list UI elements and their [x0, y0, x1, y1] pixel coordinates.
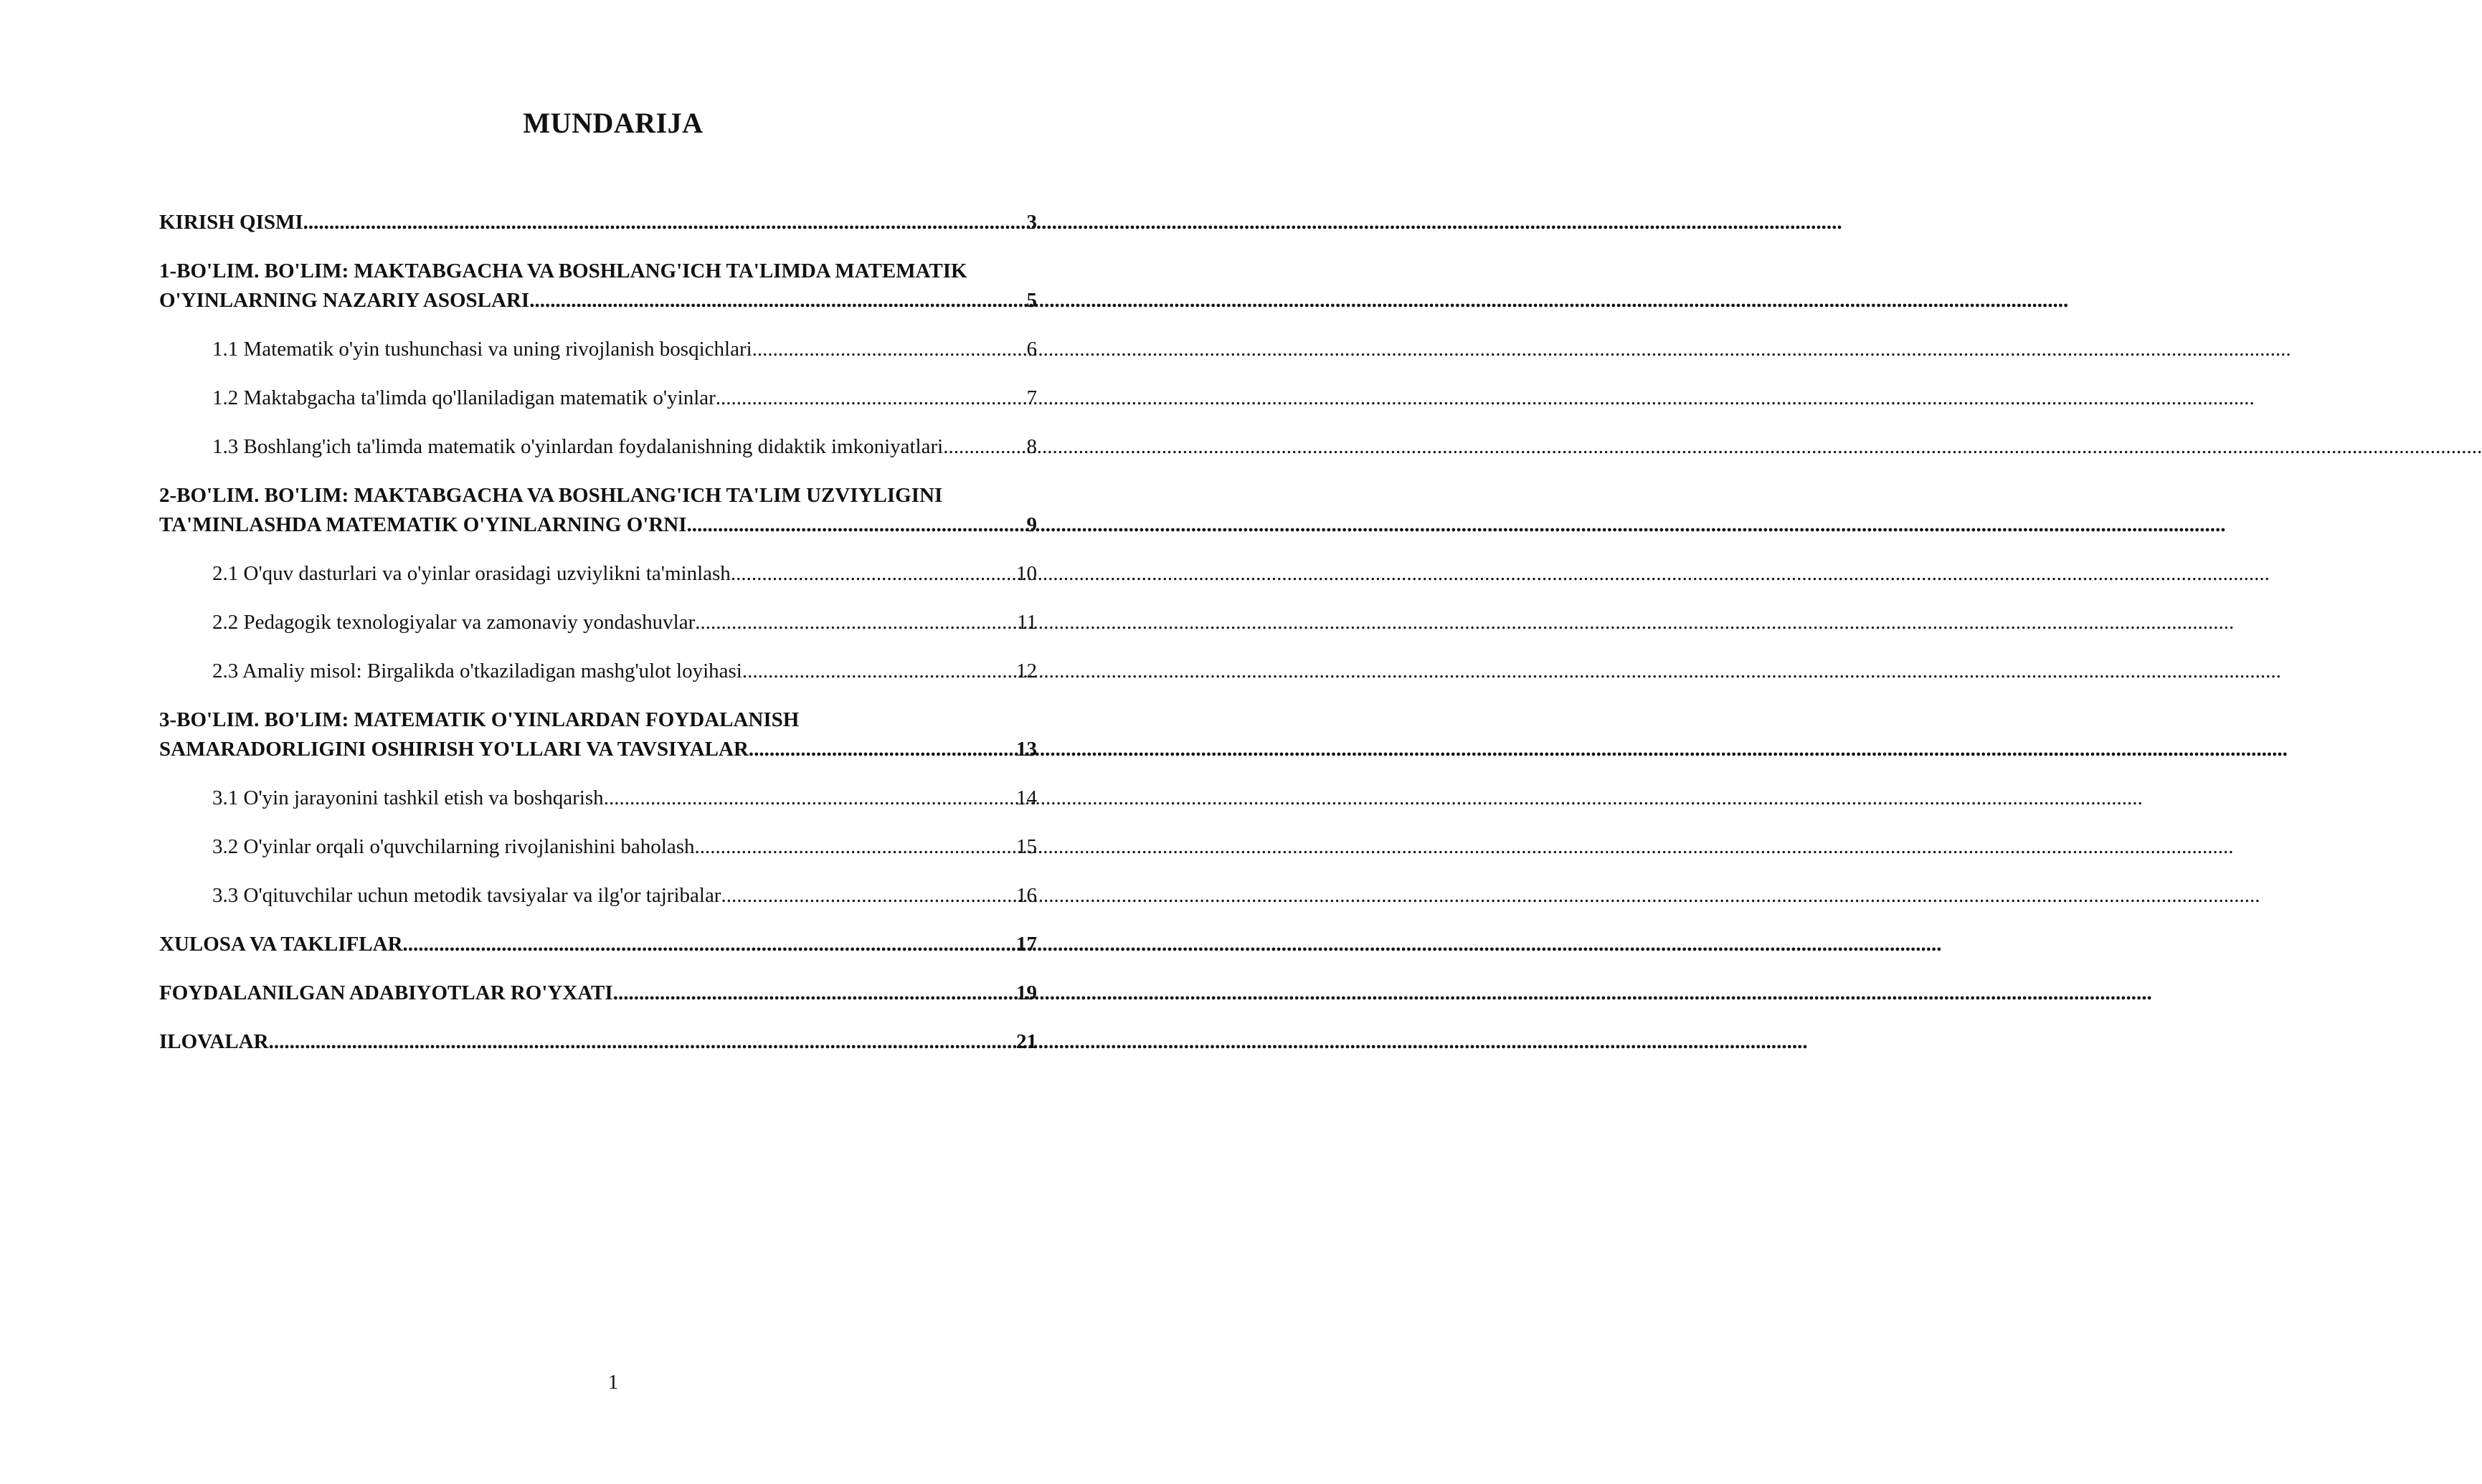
- toc-entry-text: 3.3 O'qituvchilar uchun metodik tavsiyalar va ilg'or tajribalar: [212, 884, 721, 907]
- toc-page-number: 7: [1026, 386, 1037, 409]
- toc-entry-1-1: [159, 335, 1037, 364]
- toc-entry-text-line: 2-BO'LIM. BO'LIM: MAKTABGACHA VA BOSHLANG'ICH TA'LIM UZVIYLIGINI: [159, 484, 943, 507]
- toc-entry-3-3: [159, 881, 1037, 910]
- dot-leader: [604, 784, 1016, 813]
- toc-page-number: 9: [1026, 513, 1037, 536]
- page-number: 1: [607, 1371, 619, 1394]
- toc-entry-text: 2.1 O'quv dasturlari va o'yinlar orasidagi uzviylikni ta'minlash: [212, 562, 731, 585]
- toc-page-number: 5: [1026, 289, 1037, 312]
- toc-entry-text: KIRISH QISMI: [159, 211, 303, 234]
- toc-entry-1-3: [159, 432, 1037, 462]
- dot-leader: [716, 384, 1027, 413]
- dot-leader: [695, 608, 1017, 637]
- toc-page-number: 16: [1016, 884, 1037, 907]
- document-page: [0, 0, 1147, 1484]
- dot-leader: [731, 559, 1016, 589]
- toc-entry-chapter-1: [159, 257, 1037, 315]
- toc-entry-3-2: [159, 832, 1037, 862]
- toc-entry-text: FOYDALANILGAN ADABIYOTLAR RO'YXATI: [159, 981, 613, 1004]
- dot-leader: [943, 432, 1026, 462]
- dot-leader: [749, 735, 1016, 764]
- toc-entry-kirish: [159, 208, 1037, 237]
- toc-entry-ilovalar: [159, 1027, 1037, 1057]
- dot-leader: [303, 208, 1027, 237]
- dot-leader: [269, 1027, 1016, 1057]
- dot-leader: [403, 930, 1016, 959]
- dot-leader: [695, 832, 1017, 862]
- toc-entry-chapter-2: [159, 481, 1037, 540]
- toc-page-number: 14: [1016, 786, 1037, 809]
- toc-page-number: 15: [1016, 835, 1037, 858]
- toc-entry-text: 3.1 O'yin jarayonini tashkil etish va boshqarish: [212, 786, 604, 809]
- table-of-contents: [159, 208, 1037, 1076]
- dot-leader: [742, 657, 1016, 686]
- toc-entry-text: 2.3 Amaliy misol: Birgalikda o'tkaziladigan mashg'ulot loyihasi: [212, 660, 742, 682]
- toc-entry-2-3: [159, 657, 1037, 686]
- toc-entry-text: 2.2 Pedagogik texnologiyalar va zamonaviy yondashuvlar: [212, 611, 696, 634]
- toc-page-number: 10: [1016, 562, 1037, 585]
- toc-entry-text: ILOVALAR: [159, 1030, 269, 1053]
- dot-leader: [687, 510, 1027, 540]
- toc-entry-chapter-3: [159, 705, 1037, 764]
- toc-page-number: 13: [1016, 738, 1037, 761]
- toc-entry-text: TA'MINLASHDA MATEMATIK O'YINLARNING O'RNI: [159, 513, 687, 536]
- dot-leader: [721, 881, 1016, 910]
- toc-entry-text-line: 3-BO'LIM. BO'LIM: MATEMATIK O'YINLARDAN FOYDALANISH: [159, 708, 800, 731]
- toc-page-number: 17: [1016, 933, 1037, 956]
- toc-page-number: 3: [1026, 211, 1037, 234]
- toc-page-number: 8: [1026, 435, 1037, 458]
- dot-leader: [752, 335, 1027, 364]
- toc-entry-text: 1.3 Boshlang'ich ta'limda matematik o'yinlardan foydalanishning didaktik imkoniyatlari: [212, 435, 944, 458]
- toc-entry-2-1: [159, 559, 1037, 589]
- toc-page-number: 21: [1016, 1030, 1037, 1053]
- toc-entry-text-line: 1-BO'LIM. BO'LIM: MAKTABGACHA VA BOSHLANG'ICH TA'LIMDA MATEMATIK: [159, 260, 967, 282]
- toc-entry-2-2: [159, 608, 1037, 637]
- dot-leader: [613, 979, 1016, 1008]
- toc-page-number: 12: [1016, 660, 1037, 682]
- toc-entry-3-1: [159, 784, 1037, 813]
- toc-entry-text: SAMARADORLIGINI OSHIRISH YO'LLARI VA TAVSIYALAR: [159, 738, 749, 761]
- toc-page-number: 6: [1026, 338, 1037, 361]
- toc-entry-text: O'YINLARNING NAZARIY ASOSLARI: [159, 289, 530, 312]
- toc-page-number: 11: [1017, 611, 1037, 634]
- toc-entry-text: 1.1 Matematik o'yin tushunchasi va uning rivojlanish bosqichlari: [212, 338, 752, 361]
- toc-entry-adabiyotlar: [159, 979, 1037, 1008]
- toc-entry-text: 1.2 Maktabgacha ta'limda qo'llaniladigan matematik o'yinlar: [212, 386, 716, 409]
- toc-page-number: 19: [1016, 981, 1037, 1004]
- toc-entry-xulosa: [159, 930, 1037, 959]
- toc-entry-text: 3.2 O'yinlar orqali o'quvchilarning rivojlanishini baholash: [212, 835, 695, 858]
- toc-entry-text: XULOSA VA TAKLIFLAR: [159, 933, 403, 956]
- toc-entry-1-2: [159, 384, 1037, 413]
- page-title: MUNDARIJA: [523, 107, 704, 139]
- dot-leader: [529, 286, 1026, 315]
